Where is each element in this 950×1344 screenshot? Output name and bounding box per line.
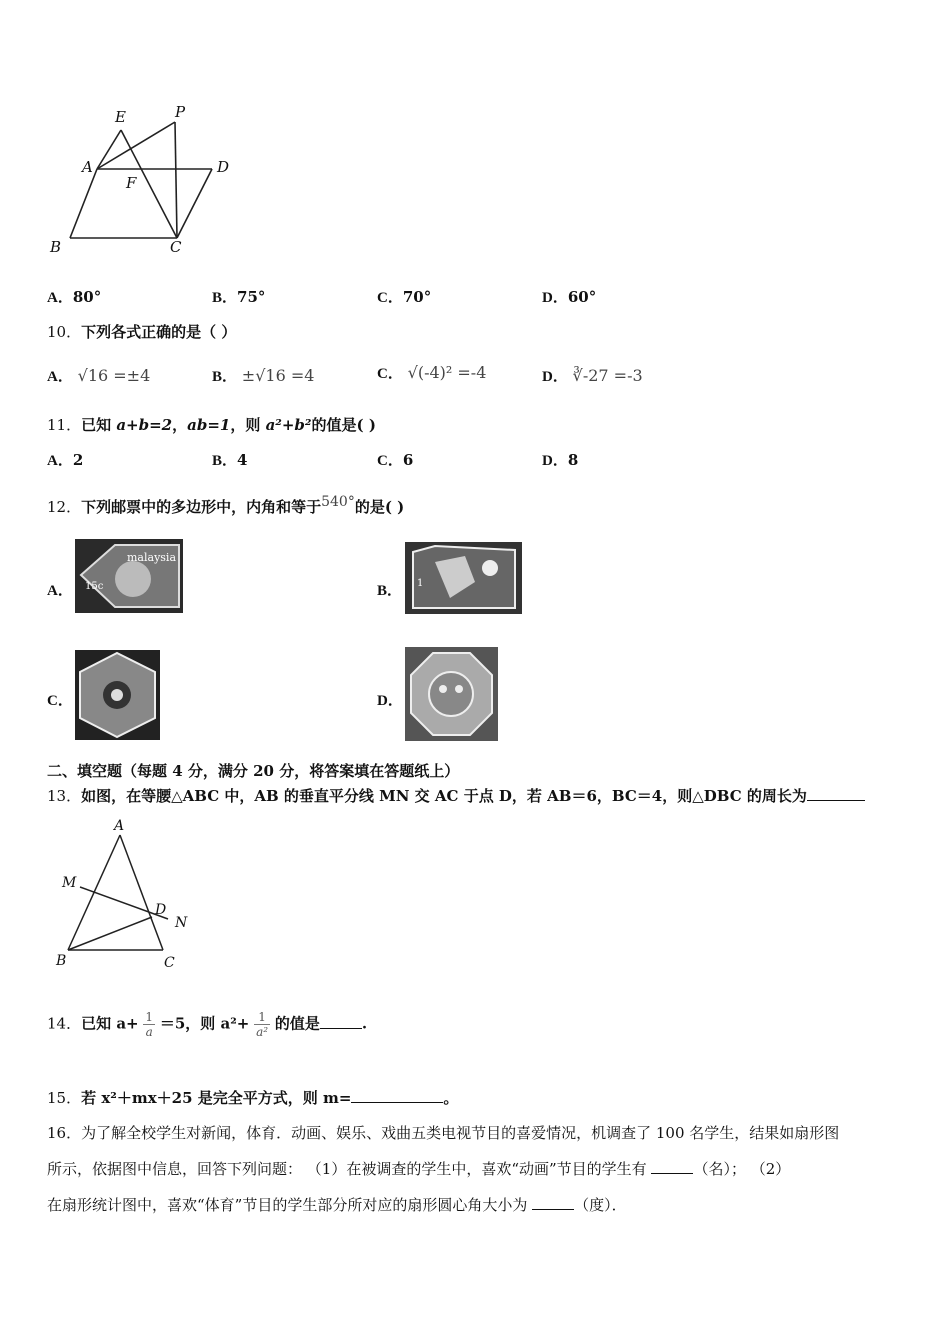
q11-option-d[interactable]: D．8 bbox=[542, 451, 579, 469]
stamp-d-image bbox=[405, 647, 498, 741]
q14-answer-blank[interactable] bbox=[320, 1014, 362, 1029]
triangle-figure-q13 bbox=[50, 815, 200, 975]
q16-blank-2[interactable] bbox=[532, 1195, 574, 1210]
fraction-1-over-a-squared: $\frac{1}{\text{a²}}$ bbox=[256, 1010, 269, 1039]
segment-PC bbox=[175, 122, 177, 238]
label-P: P bbox=[175, 103, 186, 121]
stamp-c-image bbox=[75, 650, 160, 740]
q9-option-d[interactable]: D．60° bbox=[542, 288, 597, 306]
q15-stem: 15．若 x²＋mx＋25 是完全平方式，则 m= 。 bbox=[47, 1089, 459, 1107]
q14-stem: 14．已知 a+ $\frac{1}{a}$ ＝5，则 a²+ $\frac{1}{\text{a²}}$ 的值是 . bbox=[47, 1010, 368, 1039]
q15-answer-blank[interactable] bbox=[351, 1088, 443, 1103]
q9-option-a[interactable]: A．80° bbox=[47, 288, 102, 306]
stamp-a-country: malaysia bbox=[127, 551, 177, 564]
q10-option-d[interactable]: D． ∛-27 =-3 bbox=[542, 366, 643, 385]
q12-option-d[interactable]: D． bbox=[377, 693, 403, 709]
q10-option-a[interactable]: A． √16 =±4 bbox=[47, 366, 151, 385]
fraction-1-over-a: $\frac{1}{a}$ bbox=[145, 1010, 154, 1039]
segment-AE bbox=[97, 130, 121, 169]
section-2-title: 二、填空题（每题 4 分，满分 20 分，将答案填在答题纸上） bbox=[47, 762, 460, 780]
label-C: C bbox=[170, 238, 182, 256]
label-N: N bbox=[175, 915, 188, 931]
segment-AP bbox=[97, 122, 175, 169]
q10-stem: 10．下列各式正确的是（ ） bbox=[47, 323, 237, 341]
q11-option-c[interactable]: C．6 bbox=[377, 451, 414, 469]
q13-stem: 13．如图，在等腰△ABC 中，AB 的垂直平分线 MN 交 AC 于点 D，若 AB＝6，BC＝4，则△DBC 的周长为 bbox=[47, 785, 865, 806]
label-F: F bbox=[126, 174, 137, 192]
q11-stem: 11．已知 a+b=2，ab=1，则 a²+b²的值是( ) bbox=[47, 416, 376, 434]
q16-line-1: 16．为了解全校学生对新闻，体育．动画、娱乐、戏曲五类电视节目的喜爱情况，机调查了 100 名学生，结果如扇形图 bbox=[47, 1124, 840, 1142]
q9-option-b[interactable]: B．75° bbox=[212, 288, 266, 306]
q16-blank-1[interactable] bbox=[651, 1159, 693, 1174]
q12-stem: 12．下列邮票中的多边形中，内角和等于540°的是( ) bbox=[47, 494, 405, 516]
label-A: A bbox=[114, 818, 125, 834]
stamp-b-value: 1 bbox=[417, 578, 424, 589]
label-B: B bbox=[56, 953, 67, 969]
segment-CD bbox=[177, 169, 212, 238]
stamp-a-image bbox=[75, 539, 183, 613]
q10-option-c[interactable]: C． √(-4)² =-4 bbox=[377, 363, 487, 382]
q12-option-b[interactable]: B． bbox=[377, 583, 403, 599]
q12-option-a[interactable]: A． bbox=[47, 583, 73, 599]
stamp-b-image bbox=[405, 542, 522, 614]
q10-option-b[interactable]: B． ±√16 =4 bbox=[212, 366, 315, 385]
stamp-a-value: 15c bbox=[85, 581, 104, 592]
q13-answer-blank[interactable] bbox=[807, 786, 865, 801]
q11-option-a[interactable]: A．2 bbox=[47, 451, 84, 469]
q12-option-c[interactable]: C． bbox=[47, 693, 73, 709]
label-C: C bbox=[164, 955, 175, 971]
q11-option-b[interactable]: B．4 bbox=[212, 451, 248, 469]
label-M: M bbox=[62, 875, 77, 891]
geometry-figure-q9 bbox=[40, 100, 250, 260]
q16-line-3: 在扇形统计图中，喜欢“体育”节目的学生部分所对应的扇形圆心角大小为 （度）． bbox=[47, 1196, 627, 1214]
label-A: A bbox=[82, 158, 93, 176]
label-D: D bbox=[155, 902, 167, 918]
label-D: D bbox=[217, 158, 230, 176]
q16-line-2: 所示，依据图中信息，回答下列问题： （1）在被调查的学生中，喜欢“动画”节目的学生有 （名）； （2） bbox=[47, 1160, 791, 1178]
label-B: B bbox=[50, 238, 62, 256]
label-E: E bbox=[115, 108, 126, 126]
segment-AC bbox=[120, 835, 163, 950]
segment-BA bbox=[70, 169, 97, 238]
q9-option-c[interactable]: C．70° bbox=[377, 288, 432, 306]
